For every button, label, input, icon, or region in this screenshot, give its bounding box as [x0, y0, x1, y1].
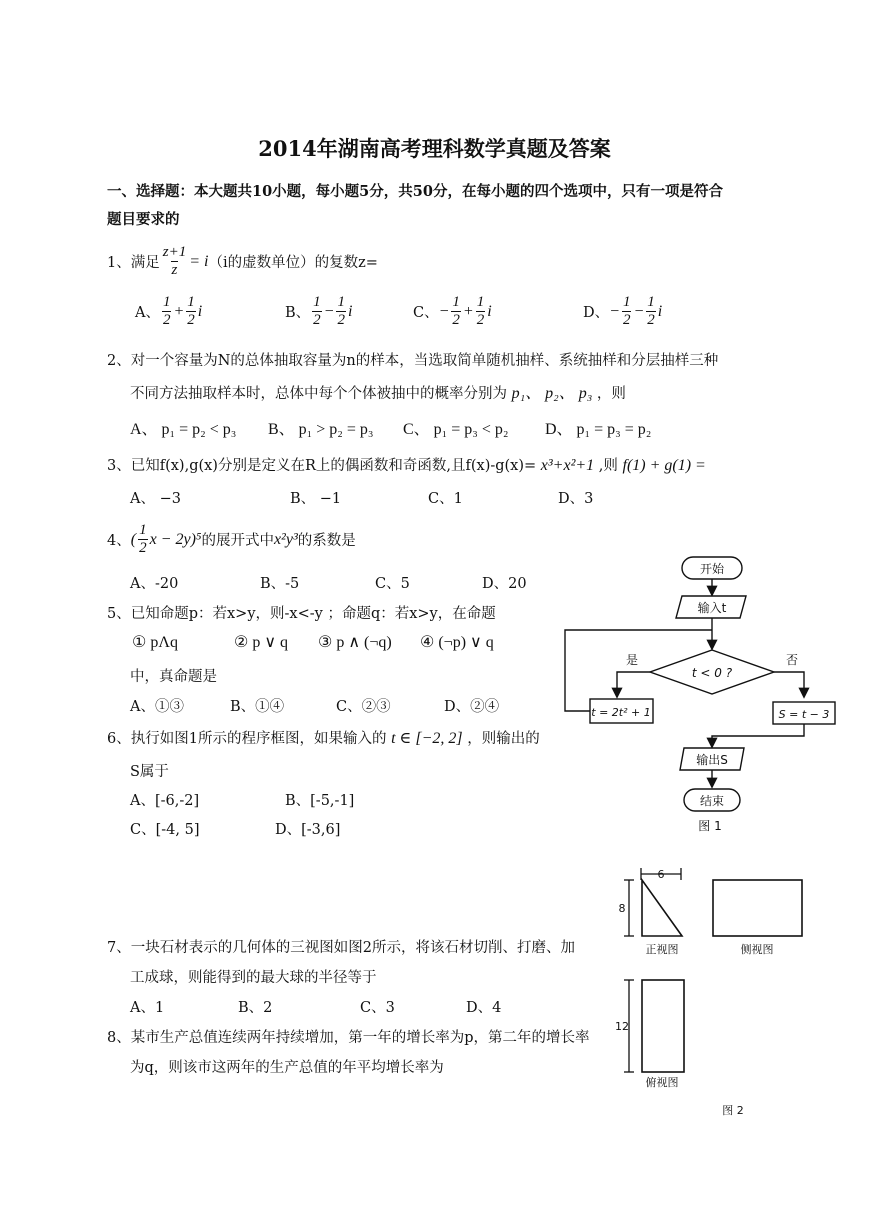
q4-paren: (: [130, 530, 137, 548]
q6-tail: ，则输出的: [467, 731, 540, 747]
front-view-triangle: [642, 880, 682, 936]
question-4: [107, 522, 356, 558]
section-heading-line1: 一、选择题：本大题共10小题，每小题5分，共50分，在每小题的四个选项中，只有一项是符合: [107, 183, 723, 200]
q1-b-frac1-num: 1: [313, 294, 321, 310]
q1-d-frac2: [646, 294, 656, 330]
q4-half-num: 1: [139, 522, 147, 538]
q1-c-op: +: [462, 302, 474, 320]
q4-mid: 的展开式中: [201, 533, 274, 550]
q1-b-frac1-den: 2: [313, 312, 321, 329]
q7-line2: 工成球，则能得到的最大球的半径等于: [130, 970, 377, 986]
q1-d-i: i: [657, 302, 663, 320]
q6-option-a: A、[-6,-2]: [130, 793, 200, 809]
q2-line2: [130, 380, 626, 403]
section-heading-line2: 题目要求的: [107, 211, 180, 228]
q6-option-d: D、[-3,6]: [275, 822, 341, 838]
flowchart-no-label: 否: [785, 653, 799, 667]
flowchart-yes-label: 是: [625, 653, 639, 667]
q3-ask: f(1) + g(1) =: [622, 457, 706, 474]
q1-option-c: [413, 294, 492, 330]
flowchart-figure-1: [560, 550, 850, 840]
flowchart-input-label: 输入t: [697, 601, 727, 615]
q7-option-d: D、4: [466, 1000, 502, 1016]
flowchart-start-label: 开始: [699, 562, 725, 576]
q3-line1: [107, 454, 706, 475]
q1-c-frac1: [451, 294, 461, 330]
flowchart-end-label: 结束: [699, 794, 725, 808]
q1-a-frac1-num: 1: [162, 294, 171, 310]
q1-c-frac2-den: 2: [476, 312, 485, 329]
q3-option-c: C、1: [428, 491, 463, 507]
front-view-label: 正视图: [645, 943, 679, 956]
q1-c-frac1-num: 1: [452, 294, 460, 310]
q5-option-a: A、①③: [130, 699, 184, 715]
q1-a-i: i: [197, 302, 203, 320]
question-1: [107, 244, 378, 280]
q1-b-i: i: [347, 302, 353, 320]
q6-option-b: B、[-5,-1]: [285, 793, 355, 809]
q4-option-a: A、-20: [130, 576, 179, 592]
q3-tail: ,则: [598, 458, 618, 474]
q1-c-sign: −: [438, 302, 450, 320]
dim-width-label: 6: [657, 868, 665, 881]
q1-d-sign: −: [609, 302, 620, 320]
side-view-rectangle: [713, 880, 802, 936]
q6-line1: [107, 727, 540, 748]
q1-option-d-label: D、: [583, 305, 610, 322]
three-view-figure-2: [612, 862, 812, 1122]
q5-line3: 中，真命题是: [130, 669, 217, 685]
q1-c-i: i: [487, 302, 492, 320]
q4-prefix: 4、: [107, 533, 131, 550]
q4-suffix: 的系数是: [297, 533, 356, 550]
q5-option-c: C、②③: [336, 699, 391, 715]
q1-d-frac1-num: 1: [622, 294, 631, 310]
q1-b-op: −: [323, 302, 335, 320]
q4-half: [138, 522, 148, 558]
q1-option-a: [135, 294, 202, 330]
dim-depth-label: 12: [615, 1020, 629, 1033]
q1-option-a-label: A、: [135, 305, 160, 322]
q1-numerator: z+1: [162, 244, 187, 260]
q1-fraction: [162, 244, 187, 280]
q1-a-frac2-num: 1: [187, 294, 195, 310]
q1-d-frac2-num: 1: [647, 294, 655, 310]
q4-expr: x − 2y)⁵: [149, 530, 202, 548]
q1-a-frac1-den: 2: [162, 312, 171, 329]
q2-line2-tail: ，则: [596, 386, 626, 402]
dim-height-label: 8: [618, 902, 626, 915]
q5-prop-2: ② p ∨ q: [234, 634, 289, 651]
q5-prop-4: ④ (¬p) ∨ q: [420, 634, 494, 651]
q5-prop-3: ③ p ∧ (¬q): [318, 634, 392, 651]
q6-option-c: C、[-4, 5]: [130, 822, 200, 838]
q4-option-d: D、20: [482, 576, 527, 592]
q3-option-d: D、3: [558, 491, 594, 507]
q1-b-frac1: [312, 294, 322, 330]
q2-line2-text: 不同方法抽取样本时，总体中每个个体被抽中的概率分别为: [130, 386, 507, 402]
q2-line1: 2、对一个容量为N的总体抽取容量为n的样本，当选取简单随机抽样、系统抽样和分层抽样三种: [107, 353, 719, 369]
q1-c-frac2-num: 1: [476, 294, 485, 310]
q5-line1: 5、已知命题p：若x>y，则-x<-y ；命题q：若x>y，在命题: [107, 606, 496, 622]
q5-option-b: B、①④: [230, 699, 285, 715]
q7-option-a: A、1: [130, 1000, 165, 1016]
q1-d-frac2-den: 2: [647, 312, 655, 329]
top-view-label: 俯视图: [645, 1076, 679, 1089]
q7-line1: 7、一块石材表示的几何体的三视图如图2所示，将该石材切削、打磨、加: [107, 940, 575, 956]
q1-option-b-label: B、: [285, 305, 311, 322]
q4-option-b: B、-5: [260, 576, 300, 592]
q1-suffix: （i的虚数单位）的复数z=: [208, 255, 378, 272]
q4-option-c: C、5: [375, 576, 410, 592]
q3-option-b: B、 −1: [290, 491, 342, 507]
q5-prop-1: ① pΛq: [132, 634, 178, 651]
q1-d-op: −: [633, 302, 645, 320]
q2-option-c: C、 p₁ = p₃ < p₂: [403, 421, 509, 438]
q4-term: x²y³: [273, 530, 298, 548]
flowchart-decision-label: t < 0 ?: [691, 666, 733, 680]
q6-cond: t ∈ [−2, 2]: [391, 730, 463, 747]
q1-prefix: 1、满足: [107, 255, 160, 272]
q2-option-d: D、 p₁ = p₃ = p₂: [545, 421, 652, 438]
q3-option-a: A、 −3: [130, 491, 181, 507]
q7-option-c: C、3: [360, 1000, 395, 1016]
q5-option-d: D、②④: [444, 699, 500, 715]
q6-line2: S属于: [130, 764, 169, 780]
figure-2-caption: 图 2: [722, 1104, 744, 1117]
q3-expr: x³+x²+1: [540, 457, 595, 474]
q1-option-b: [285, 294, 352, 330]
q1-a-op: +: [173, 302, 185, 320]
q1-c-frac2: [476, 294, 486, 330]
q1-b-frac2-num: 1: [337, 294, 345, 310]
q1-b-frac2: [336, 294, 346, 330]
q1-a-frac2-den: 2: [187, 312, 195, 329]
q6-text: 6、执行如图1所示的程序框图，如果输入的: [107, 731, 387, 747]
q2-option-a: A、 p₁ = p₂ < p₃: [130, 421, 237, 438]
flowchart-output-label: 输出S: [696, 753, 728, 767]
page-title: 2014年湖南高考理科数学真题及答案: [258, 136, 611, 161]
q7-option-b: B、2: [238, 1000, 273, 1016]
q8-line1: 8、某市生产总值连续两年持续增加，第一年的增长率为p，第二年的增长率: [107, 1030, 590, 1046]
q1-a-frac1: [162, 294, 172, 330]
top-view-rectangle: [642, 980, 684, 1072]
q2-option-b: B、 p₁ > p₂ = p₃: [268, 421, 374, 438]
q1-c-frac1-den: 2: [452, 312, 460, 329]
q4-half-den: 2: [139, 540, 147, 557]
q1-a-frac2: [186, 294, 196, 330]
q3-text: 3、已知f(x),g(x)分别是定义在R上的偶函数和奇函数,且f(x)-g(x)=: [107, 458, 537, 474]
q1-d-frac1-den: 2: [622, 312, 631, 329]
q8-line2: 为q，则该市这两年的生产总值的年平均增长率为: [130, 1060, 444, 1076]
q1-option-d: [583, 294, 662, 330]
q1-option-c-label: C、: [413, 305, 439, 322]
side-view-label: 侧视图: [740, 943, 774, 956]
flowchart-caption: 图 1: [698, 819, 722, 833]
q1-denominator: z: [171, 262, 178, 279]
q1-b-frac2-den: 2: [337, 312, 345, 329]
flowchart-right-box-label: S = t − 3: [778, 708, 830, 721]
q1-d-frac1: [622, 294, 632, 330]
flowchart-left-box-label: t = 2t² + 1: [591, 706, 651, 719]
q2-vars: p₁、 p₂、 p₃: [511, 385, 593, 402]
q1-equals-i: = i: [189, 252, 209, 270]
